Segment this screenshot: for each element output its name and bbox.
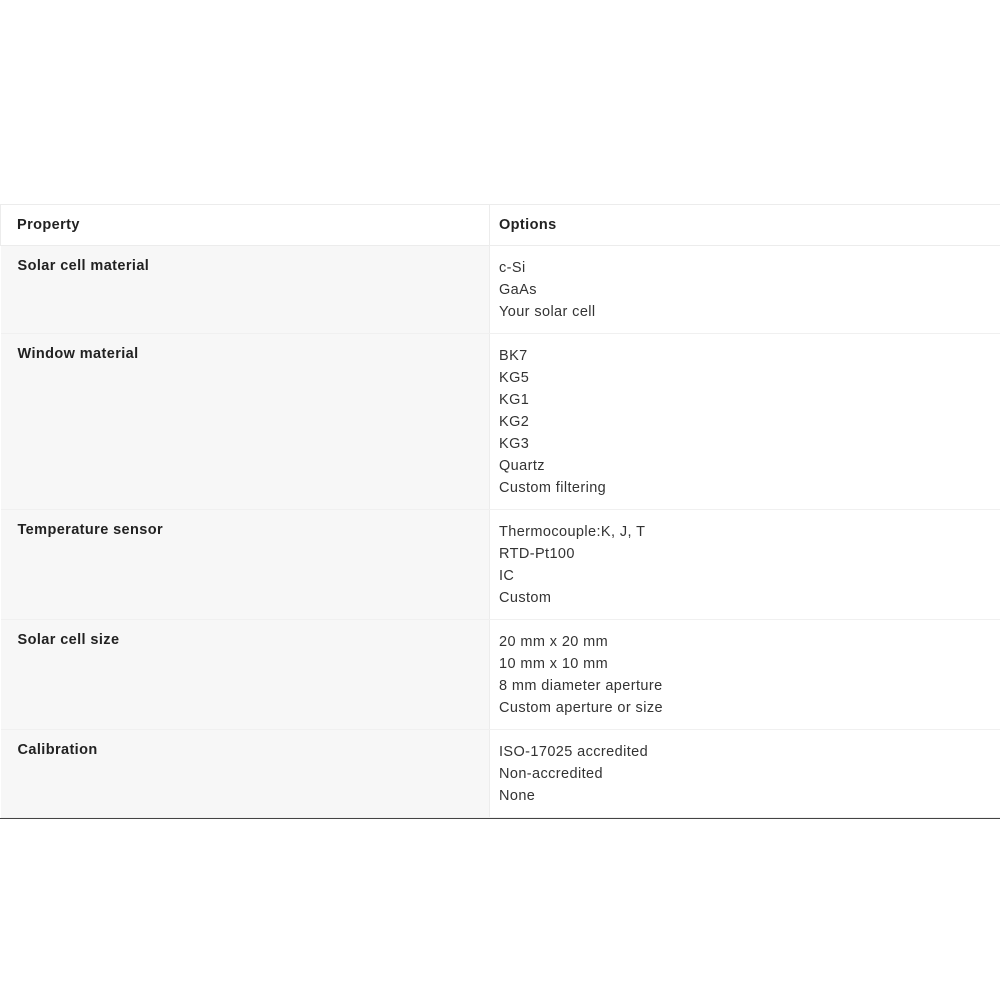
table-row (1, 510, 1000, 620)
option-item: KG3 (499, 436, 530, 452)
options-table (0, 204, 1000, 818)
table-row (1, 620, 1000, 730)
options-cell (490, 620, 1000, 730)
option-item: KG5 (499, 370, 530, 386)
option-item: RTD-Pt100 (499, 546, 575, 562)
option-item: KG2 (499, 414, 530, 430)
option-item: ISO-17025 accredited (499, 744, 649, 760)
option-item: 10 mm x 10 mm (499, 656, 609, 672)
options-cell (490, 510, 1000, 620)
option-item: 8 mm diameter aperture (499, 678, 663, 694)
option-item: Quartz (499, 458, 545, 474)
option-item: Thermocouple:K, J, T (499, 524, 646, 540)
options-table-container (0, 204, 1000, 819)
property-cell: Solar cell size (1, 620, 490, 730)
option-item: Custom (499, 590, 552, 606)
option-item: IC (499, 568, 515, 584)
option-item: BK7 (499, 348, 528, 364)
property-cell: Solar cell material (1, 246, 490, 334)
options-cell (490, 246, 1000, 334)
option-item: Custom aperture or size (499, 700, 663, 716)
column-header-options: Options (490, 205, 1000, 246)
table-row (1, 334, 1000, 510)
options-cell (490, 730, 1000, 818)
option-item: Non-accredited (499, 766, 603, 782)
option-item: 20 mm x 20 mm (499, 634, 609, 650)
option-item: None (499, 788, 536, 804)
property-cell: Calibration (1, 730, 490, 818)
option-item: GaAs (499, 282, 537, 298)
property-cell: Temperature sensor (1, 510, 490, 620)
options-cell (490, 334, 1000, 510)
option-item: c-Si (499, 260, 526, 276)
option-item: Custom filtering (499, 480, 607, 496)
property-cell: Window material (1, 334, 490, 510)
option-item: Your solar cell (499, 304, 596, 320)
table-header-row (1, 205, 1000, 246)
option-item: KG1 (499, 392, 530, 408)
column-header-property: Property (1, 205, 490, 246)
table-row (1, 730, 1000, 818)
table-row (1, 246, 1000, 334)
